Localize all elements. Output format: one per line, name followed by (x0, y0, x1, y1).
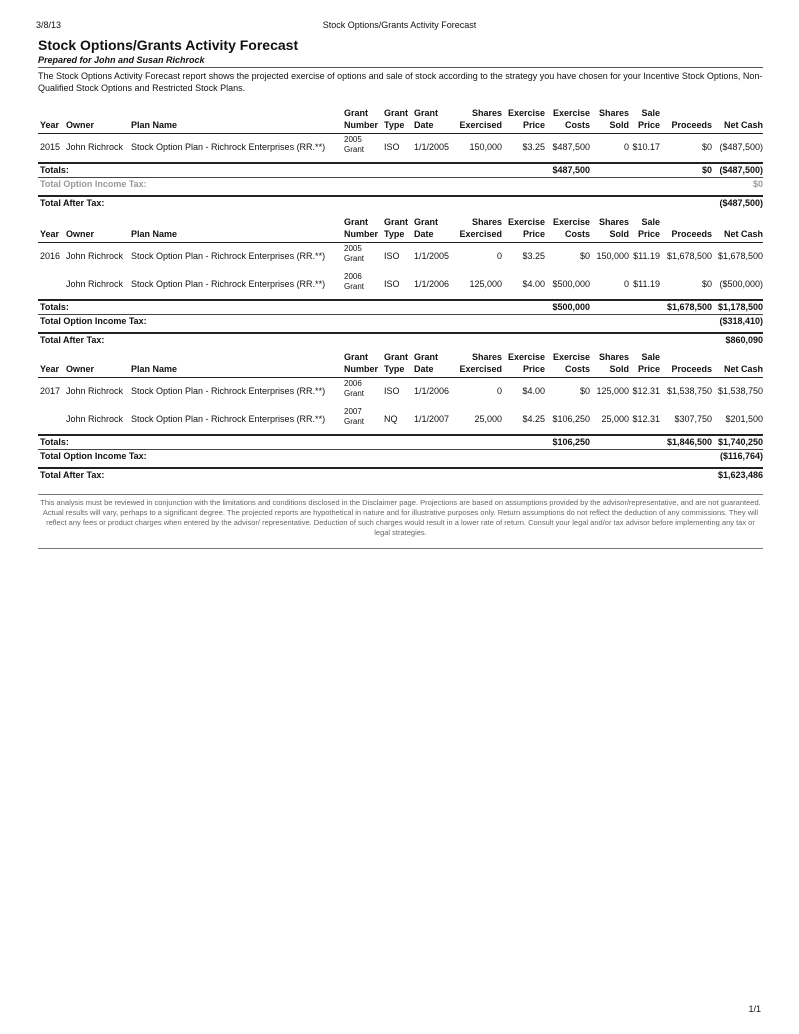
report-title: Stock Options/Grants Activity Forecast (38, 37, 299, 53)
cell-shares-exercised: 125,000 (469, 279, 502, 289)
cell-proceeds: $307,750 (674, 414, 712, 424)
cell-exercise-costs: $500,000 (552, 279, 590, 289)
cell-exercise-price: $4.25 (522, 414, 545, 424)
column-header-owner: Owner (66, 229, 95, 239)
totals-label: Totals: (40, 437, 69, 447)
after-tax-label: Total After Tax: (40, 470, 105, 480)
cell-owner: John Richrock (66, 279, 124, 289)
year-table (38, 351, 763, 483)
column-header-owner: Owner (66, 120, 95, 130)
cell-net-cash: $201,500 (725, 414, 763, 424)
totals-net-cash: $1,178,500 (717, 302, 763, 312)
option-income-tax-value: ($116,764) (719, 451, 763, 461)
after-tax-row (38, 332, 763, 348)
cell-shares-exercised: 0 (496, 386, 502, 396)
column-header-shares-exercised: Shares Exercised (459, 108, 502, 130)
totals-label: Totals: (40, 165, 69, 175)
table-row (38, 406, 763, 434)
cell-exercise-price: $3.25 (522, 142, 545, 152)
table-header (38, 216, 763, 242)
column-header-grant-number: Grant Number (344, 108, 379, 130)
column-header-net-cash: Net Cash (723, 120, 763, 130)
cell-exercise-price: $4.00 (522, 279, 545, 289)
cell-sale-price: $12.31 (632, 386, 660, 396)
column-header-shares-exercised: Shares Exercised (459, 352, 502, 374)
totals-label: Totals: (40, 302, 69, 312)
option-income-tax-value: ($318,410) (719, 316, 763, 326)
after-tax-value: ($487,500) (719, 198, 763, 208)
column-header-grant-number: Grant Number (344, 217, 379, 239)
cell-net-cash: $1,538,750 (717, 386, 763, 396)
after-tax-label: Total After Tax: (40, 335, 105, 345)
column-header-shares-sold: Shares Sold (598, 217, 629, 239)
totals-row (38, 301, 763, 314)
cell-sale-price: $11.19 (633, 279, 660, 289)
cell-exercise-costs: $0 (579, 251, 590, 261)
cell-grant-date: 1/1/2007 (414, 414, 450, 424)
totals-proceeds: $1,678,500 (666, 302, 712, 312)
cell-shares-sold: 0 (623, 142, 629, 152)
column-header-exercise-costs: Exercise Costs (552, 217, 590, 239)
totals-proceeds: $0 (701, 165, 712, 175)
cell-grant-type: ISO (384, 251, 400, 261)
cell-net-cash: ($487,500) (719, 142, 763, 152)
totals-net-cash: $1,740,250 (717, 437, 763, 447)
table-row (38, 271, 763, 299)
column-header-grant-date: Grant Date (414, 217, 439, 239)
cell-grant-number: 2005 Grant (344, 244, 365, 263)
disclaimer-top-divider (38, 494, 763, 495)
column-header-exercise-costs: Exercise Costs (552, 108, 590, 130)
print-header-title: Stock Options/Grants Activity Forecast (322, 20, 477, 30)
cell-grant-date: 1/1/2006 (414, 386, 450, 396)
column-header-year: Year (40, 120, 60, 130)
column-header-grant-date: Grant Date (414, 352, 439, 374)
option-income-tax-label: Total Option Income Tax: (40, 316, 147, 326)
cell-plan: Stock Option Plan - Richrock Enterprises (RR.**) (131, 414, 326, 424)
cell-net-cash: $1,678,500 (717, 251, 763, 261)
column-header-exercise-price: Exercise Price (507, 217, 545, 239)
column-header-proceeds: Proceeds (671, 120, 712, 130)
cell-shares-sold: 0 (623, 279, 629, 289)
column-header-sale-price: Sale Price (637, 108, 660, 130)
column-header-proceeds: Proceeds (671, 229, 712, 239)
cell-sale-price: $10.17 (632, 142, 660, 152)
cell-proceeds: $0 (701, 142, 712, 152)
column-header-shares-sold: Shares Sold (598, 352, 629, 374)
cell-proceeds: $1,678,500 (666, 251, 712, 261)
column-header-sale-price: Sale Price (637, 352, 660, 374)
report-intro: The Stock Options Activity Forecast report shows the projected exercise of options and sale of stock according to the strategy you have chosen for your Incentive Stock Options, Non-Qualified Stock Options and Restricted Stock Plans. (38, 71, 763, 93)
column-header-plan-name: Plan Name (131, 364, 178, 374)
column-header-exercise-price: Exercise Price (507, 352, 545, 374)
cell-plan: Stock Option Plan - Richrock Enterprises (RR.**) (131, 386, 326, 396)
cell-proceeds: $0 (701, 279, 712, 289)
column-header-exercise-price: Exercise Price (507, 108, 545, 130)
option-income-tax-row (38, 315, 763, 328)
cell-year: 2015 (40, 142, 61, 152)
cell-grant-date: 1/1/2005 (414, 142, 450, 152)
column-header-shares-sold: Shares Sold (598, 108, 629, 130)
option-income-tax-row (38, 450, 763, 463)
disclaimer-bottom-divider (38, 548, 763, 549)
after-tax-value: $1,623,486 (717, 470, 763, 480)
cell-shares-sold: 125,000 (596, 386, 629, 396)
cell-grant-number: 2006 Grant (344, 379, 365, 398)
cell-grant-number: 2007 Grant (344, 407, 365, 426)
column-header-proceeds: Proceeds (671, 364, 712, 374)
cell-sale-price: $12.31 (632, 414, 660, 424)
cell-grant-type: ISO (384, 142, 400, 152)
cell-grant-type: ISO (384, 279, 400, 289)
totals-exercise-costs: $500,000 (552, 302, 590, 312)
column-header-grant-type: Grant Type (384, 217, 409, 239)
cell-shares-sold: 150,000 (596, 251, 629, 261)
cell-owner: John Richrock (66, 414, 124, 424)
cell-owner: John Richrock (66, 142, 124, 152)
totals-proceeds: $1,846,500 (666, 437, 712, 447)
column-header-net-cash: Net Cash (723, 229, 763, 239)
option-income-tax-label: Total Option Income Tax: (40, 451, 147, 461)
after-tax-row (38, 467, 763, 483)
column-header-exercise-costs: Exercise Costs (552, 352, 590, 374)
cell-owner: John Richrock (66, 251, 124, 261)
column-header-grant-date: Grant Date (414, 108, 439, 130)
disclaimer-text: This analysis must be reviewed in conjunction with the limitations and conditions disclosed in the Disclaimer page. Projections are based on assumptions provided by the advisor/representative, and are not guaranteed. Actual results will vary, perhaps to a significant degree. The projected reports are hypothetical in nature and for illustrative purposes only. Return assumptions do not reflect the deduction of any commissions. They will reflect any fees or product charges when entered by the advisor/ representative. Deduction of such charges would result in a lower rate of return. Consult your legal and/or tax advisor before implementing any tax or legal strategies. (40, 498, 761, 537)
column-header-shares-exercised: Shares Exercised (459, 217, 502, 239)
totals-net-cash: ($487,500) (719, 165, 763, 175)
column-header-year: Year (40, 229, 60, 239)
totals-row (38, 164, 763, 177)
cell-net-cash: ($500,000) (719, 279, 763, 289)
cell-exercise-costs: $106,250 (552, 414, 590, 424)
cell-exercise-costs: $487,500 (552, 142, 590, 152)
cell-grant-date: 1/1/2006 (414, 279, 450, 289)
column-header-owner: Owner (66, 364, 95, 374)
cell-plan: Stock Option Plan - Richrock Enterprises (RR.**) (131, 142, 326, 152)
column-header-grant-number: Grant Number (344, 352, 379, 374)
totals-exercise-costs: $487,500 (552, 165, 590, 175)
cell-year: 2016 (40, 251, 61, 261)
print-date: 3/8/13 (36, 20, 62, 30)
option-income-tax-value: $0 (752, 179, 763, 189)
totals-exercise-costs: $106,250 (552, 437, 590, 447)
option-income-tax-row (38, 178, 763, 191)
column-header-net-cash: Net Cash (723, 364, 763, 374)
cell-exercise-costs: $0 (579, 386, 590, 396)
cell-grant-date: 1/1/2005 (414, 251, 450, 261)
year-table (38, 107, 763, 211)
cell-grant-type: ISO (384, 386, 400, 396)
cell-shares-sold: 25,000 (601, 414, 629, 424)
column-header-grant-type: Grant Type (384, 108, 409, 130)
column-header-plan-name: Plan Name (131, 120, 178, 130)
after-tax-label: Total After Tax: (40, 198, 105, 208)
column-header-plan-name: Plan Name (131, 229, 178, 239)
cell-owner: John Richrock (66, 386, 124, 396)
column-header-year: Year (40, 364, 60, 374)
cell-exercise-price: $4.00 (522, 386, 545, 396)
cell-sale-price: $11.19 (633, 251, 660, 261)
table-row (38, 134, 763, 162)
cell-exercise-price: $3.25 (522, 251, 545, 261)
title-divider (38, 67, 763, 68)
cell-grant-number: 2006 Grant (344, 272, 365, 291)
table-header (38, 107, 763, 133)
cell-shares-exercised: 25,000 (474, 414, 502, 424)
year-table (38, 216, 763, 348)
cell-grant-number: 2005 Grant (344, 135, 365, 154)
after-tax-row (38, 195, 763, 211)
column-header-sale-price: Sale Price (637, 217, 660, 239)
cell-shares-exercised: 0 (496, 251, 502, 261)
table-row (38, 243, 763, 271)
option-income-tax-label: Total Option Income Tax: (40, 179, 147, 189)
page-number: 1/1 (748, 1004, 761, 1014)
column-header-grant-type: Grant Type (384, 352, 409, 374)
cell-plan: Stock Option Plan - Richrock Enterprises (RR.**) (131, 279, 326, 289)
totals-row (38, 436, 763, 449)
after-tax-value: $860,090 (725, 335, 763, 345)
cell-proceeds: $1,538,750 (666, 386, 712, 396)
cell-grant-type: NQ (384, 414, 398, 424)
table-row (38, 378, 763, 406)
prepared-for: Prepared for John and Susan Richrock (38, 55, 205, 65)
table-header (38, 351, 763, 377)
cell-year: 2017 (40, 386, 61, 396)
cell-plan: Stock Option Plan - Richrock Enterprises (RR.**) (131, 251, 326, 261)
cell-shares-exercised: 150,000 (469, 142, 502, 152)
